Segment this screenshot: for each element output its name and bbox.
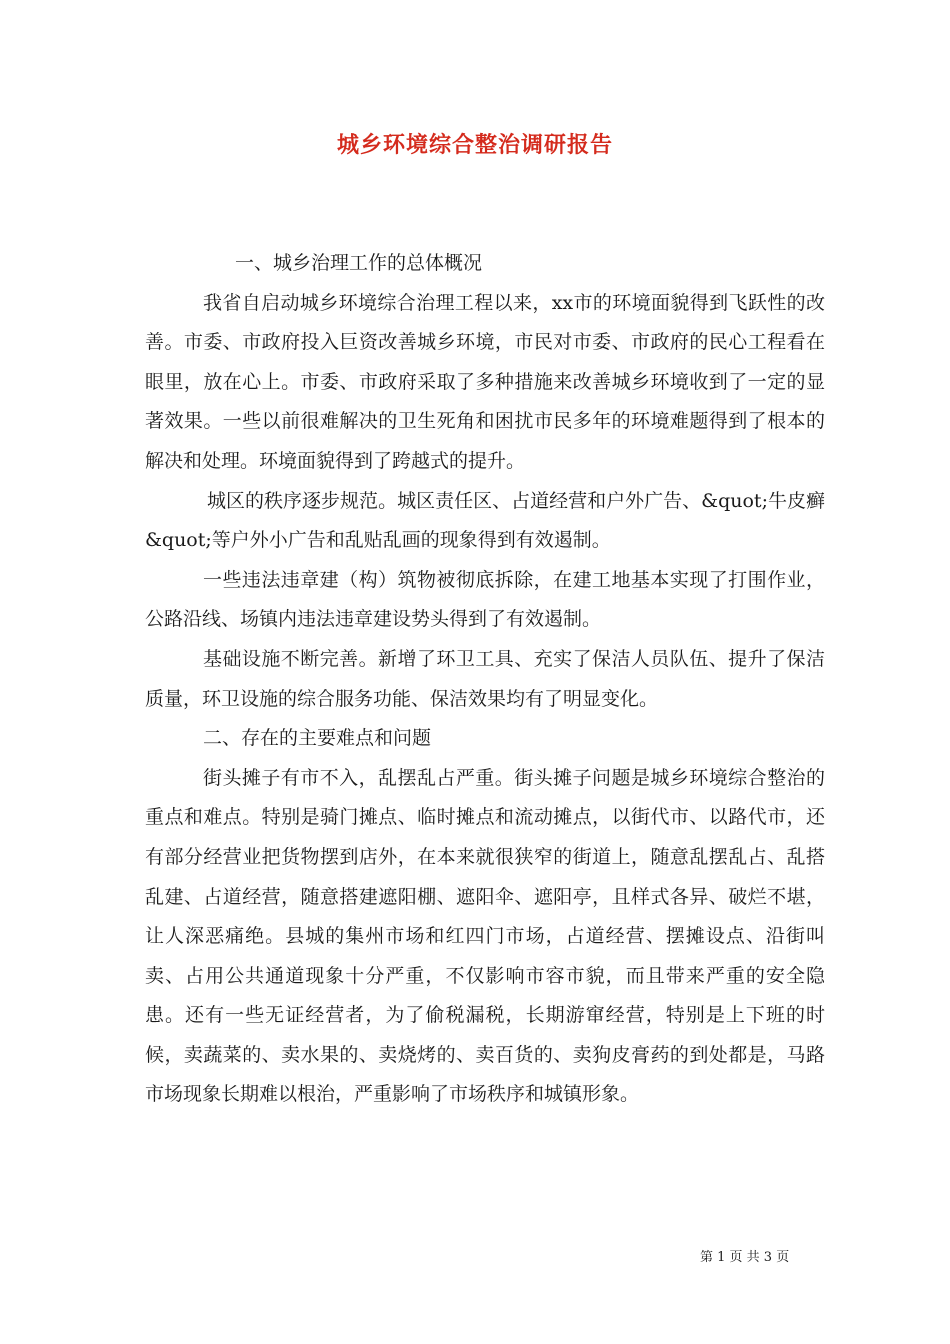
document-body <box>145 244 825 1115</box>
paragraph-infrastructure: 基础设施不断完善。新增了环卫工具、充实了保洁人员队伍、提升了保洁质量，环卫设施的综合服务功能、保洁效果均有了明显变化。 <box>145 647 825 710</box>
section-heading-overview: 一、城乡治理工作的总体概况 <box>235 252 483 274</box>
paragraph-overview: 我省自启动城乡环境综合治理工程以来，xx市的环境面貌得到飞跃性的改善。市委、市政府投入巨资改善城乡环境，市民对市委、市政府的民心工程看在眼里，放在心上。市委、市政府采取了多种措施来改善城乡环境收到了一定的显著效果。一些以前很难解决的卫生死角和困扰市民多年的环境难题得到了根本的解决和处理。环境面貌得到了跨越式的提升。 <box>145 291 825 472</box>
paragraph-order: 城区的秩序逐步规范。城区责任区、占道经营和户外广告、&quot;牛皮癣&quot;等户外小广告和乱贴乱画的现象得到有效遏制。 <box>145 489 825 552</box>
document-title: 城乡环境综合整治调研报告 <box>336 132 613 158</box>
paragraph-street-stalls: 街头摊子有市不入，乱摆乱占严重。街头摊子问题是城乡环境综合整治的重点和难点。特别是骑门摊点、临时摊点和流动摊点，以街代市、以路代市，还有部分经营业把货物摆到店外，在本来就很狭窄的街道上，随意乱摆乱占、乱搭乱建、占道经营，随意搭建遮阳棚、遮阳伞、遮阳亭，且样式各异、破烂不堪，让人深恶痛绝。县城的集州市场和红四门市场，占道经营、摆摊设点、沿街叫卖、占用公共通道现象十分严重，不仅影响市容市貌，而且带来严重的安全隐患。还有一些无证经营者，为了偷税漏税，长期游窜经营，特别是上下班的时候，卖蔬菜的、卖水果的、卖烧烤的、卖百货的、卖狗皮膏药的到处都是，马路市场现象长期难以根治，严重影响了市场秩序和城镇形象。 <box>145 766 825 1106</box>
page-number-footer: 第 1 页 共 3 页 <box>700 1250 790 1265</box>
section-heading-problems: 二、存在的主要难点和问题 <box>203 727 432 750</box>
paragraph-demolition: 一些违法违章建（构）筑物被彻底拆除，在建工地基本实现了打围作业，公路沿线、场镇内违法违章建设势头得到了有效遏制。 <box>145 568 825 631</box>
